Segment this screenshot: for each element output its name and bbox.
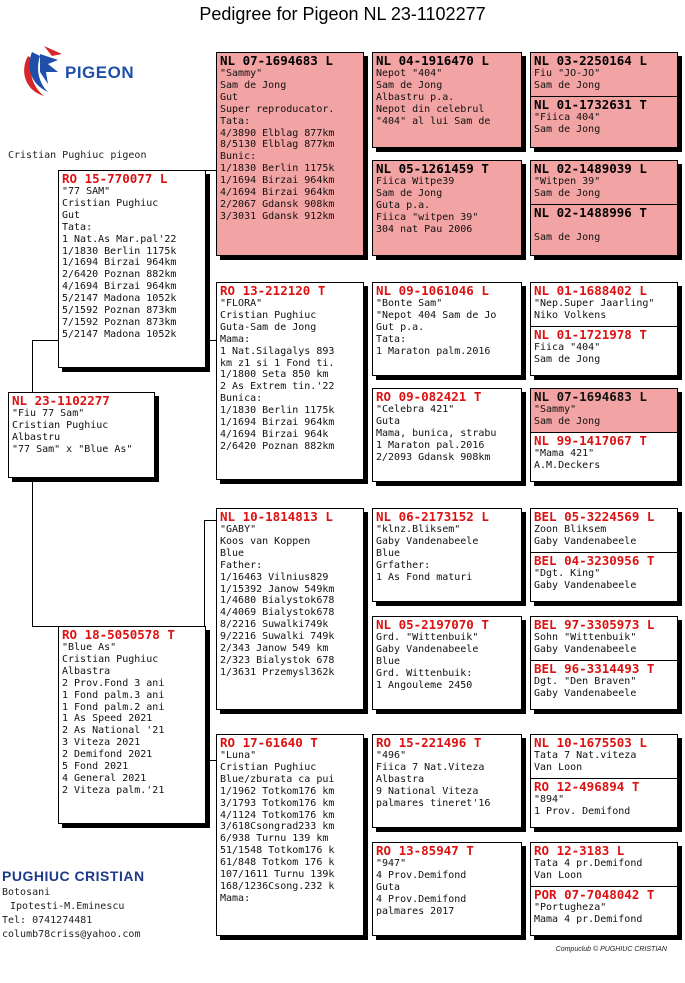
- ring-number: NL 02-1489039 L: [531, 161, 677, 176]
- info-line: Gaby Vandenabeele: [534, 535, 637, 547]
- info-line: Cristian Pughiuc: [220, 309, 317, 321]
- info-line: 2/323 Bialystok 678: [220, 654, 335, 666]
- info-line: "404" al lui Sam de: [376, 115, 491, 127]
- info-line: Dgt. "Den Braven": [534, 675, 637, 687]
- info-line: Mama 4 pr.Demifond: [534, 913, 643, 925]
- info-line: 2/6420 Poznan 882km: [220, 440, 335, 452]
- info-line: 1 Angouleme 2450: [376, 679, 473, 691]
- ring-number: NL 03-2250164 L: [531, 53, 677, 68]
- info-line: Cristian Pughiuc: [12, 419, 109, 431]
- info-line: 4/4069 Bialystok678: [220, 607, 335, 619]
- info-line: Sohn "Wittenbuik": [534, 632, 637, 643]
- ring-number: NL 23-1102277: [12, 393, 110, 408]
- ring-number: NL 01-1721978 T: [534, 326, 647, 342]
- ring-number: RO 13-212120 T: [220, 283, 326, 298]
- ring-number: NL 04-1916470 L: [373, 53, 521, 68]
- info-line: Guta-Sam de Jong: [220, 321, 317, 333]
- info-line: 8/2216 Suwalki749k: [220, 619, 329, 631]
- ring-number: NL 07-1694683 L: [534, 389, 647, 404]
- info-line: 5 Fond 2021: [62, 761, 129, 773]
- info-line: palmares tineret'16: [376, 797, 491, 809]
- info-line: Sam de Jong: [220, 79, 287, 91]
- info-line: 1 Prov. Demifond: [534, 805, 631, 817]
- info-line: 2 As National '21: [62, 725, 165, 737]
- info-line: 4 Prov.Demifond: [376, 893, 467, 905]
- info-line: 1/4680 Bialystok678: [220, 595, 335, 607]
- info-line: 2/2067 Gdansk 908km: [220, 198, 335, 210]
- info-line: Cristian Pughiuc: [62, 653, 159, 665]
- info-line: "894": [534, 793, 565, 805]
- info-line: "Witpen 39": [534, 176, 601, 187]
- info-line: 1/1694 Birzai 964km: [220, 417, 335, 429]
- info-line: Bunica:: [220, 393, 263, 405]
- info-line: Gaby Vandenabeele: [534, 687, 637, 699]
- info-line: 304 nat Pau 2006: [376, 223, 473, 235]
- info-line: 6/938 Turnu 139 km: [220, 833, 329, 845]
- page-title: Pedigree for Pigeon NL 23-1102277: [199, 4, 486, 24]
- info-line: Koos van Koppen: [220, 535, 311, 547]
- pigeon-card-dam-dam[interactable]: [216, 734, 364, 936]
- ring-number: NL 05-2197070 T: [376, 617, 489, 632]
- pigeon-card-subject[interactable]: [8, 392, 155, 478]
- info-line: "77 Sam" x "Blue As": [12, 443, 133, 455]
- info-line: Tata:: [376, 333, 407, 345]
- pigeon-card-gen4-4[interactable]: [530, 388, 678, 482]
- info-line: "Portugheza": [534, 901, 607, 913]
- info-line: 1/1694 Birzai 964km: [62, 257, 177, 269]
- info-line: Nepot "404": [376, 68, 443, 79]
- info-line: 2 As Extrem tin.'22: [220, 381, 335, 393]
- info-line: 1/1830 Berlin 1175k: [62, 245, 177, 257]
- pigeon-card-sire-sire[interactable]: [216, 52, 364, 256]
- info-line: "Fiica 404": [534, 111, 601, 123]
- pigeon-card-dam-sire[interactable]: [216, 508, 364, 710]
- info-line: Sam de Jong: [534, 415, 601, 427]
- ring-number: RO 17-61640 T: [220, 735, 318, 750]
- info-line: Blue/zburata ca pui: [220, 773, 335, 785]
- info-line: 1 Nat.As Mar.pal'22: [62, 233, 177, 245]
- info-line: "947": [376, 858, 407, 869]
- info-line: "Sammy": [534, 404, 577, 415]
- info-line: Sam de Jong: [534, 187, 601, 199]
- breeder-email[interactable]: columb78criss@yahoo.com: [2, 929, 141, 940]
- ring-number: NL 01-1688402 L: [534, 283, 647, 298]
- info-line: 1/15392 Janow 549km: [220, 583, 335, 595]
- ring-number: BEL 05-3224569 L: [534, 509, 655, 524]
- info-line: "Nep.Super Jaarling": [534, 298, 655, 309]
- info-line: 2 Demifond 2021: [62, 749, 153, 761]
- ring-number: NL 05-1261459 T: [373, 161, 521, 176]
- info-line: 3/618Csongrad233 km: [220, 821, 335, 833]
- ring-number: BEL 96-3314493 T: [534, 660, 655, 676]
- info-line: "Fiu 77 Sam": [12, 408, 85, 419]
- info-line: Tata:: [62, 221, 93, 233]
- info-line: "Nepot 404 Sam de Jo: [376, 309, 497, 321]
- info-line: Blue: [376, 547, 401, 559]
- info-line: 1 As Fond maturi: [376, 571, 473, 583]
- info-line: Grfather:: [376, 559, 431, 571]
- pigeon-card-gen4-6[interactable]: [530, 616, 678, 710]
- info-line: km z1 si 1 Fond ti.: [220, 357, 335, 369]
- ring-number: NL 09-1061046 L: [376, 283, 489, 298]
- info-line: 1/3631 Przemysl362k: [220, 666, 335, 678]
- breeder-name: PUGHIUC CRISTIAN: [2, 868, 145, 884]
- info-line: 1/1830 Berlin 1175k: [220, 405, 335, 417]
- info-line: Guta: [376, 415, 401, 427]
- info-line: Super reproducator.: [220, 103, 335, 115]
- connector: [32, 340, 33, 392]
- info-line: palmares 2017: [376, 905, 455, 917]
- connector: [32, 476, 33, 626]
- info-line: Sam de Jong: [534, 353, 601, 365]
- info-line: 2 Viteza palm.'21: [62, 784, 165, 796]
- ring-number: RO 12-496894 T: [534, 778, 640, 794]
- ring-number: BEL 04-3230956 T: [534, 552, 655, 568]
- info-line: 8/5130 Elblag 877km: [220, 139, 335, 151]
- info-line: "496": [376, 750, 407, 761]
- info-line: 1/1962 Totkom176 km: [220, 785, 335, 797]
- info-line: 1 Fond palm.2 ani: [62, 701, 165, 713]
- owner-label: Cristian Pughiuc pigeon: [8, 150, 147, 161]
- info-line: 4/1694 Birzai 964km: [220, 187, 335, 199]
- info-line: 107/1611 Turnu 139k: [220, 869, 335, 881]
- info-line: 3/1793 Totkom176 km: [220, 797, 335, 809]
- info-line: Mama:: [220, 892, 251, 904]
- info-line: Grd. "Wittenbuik": [376, 632, 479, 643]
- ring-number: RO 18-5050578 T: [62, 627, 175, 642]
- info-line: 4/1694 Birzai 964km: [62, 281, 177, 293]
- info-line: Van Loon: [534, 869, 583, 881]
- breeder-city: Botosani: [2, 887, 51, 898]
- ring-number: BEL 97-3305973 L: [534, 617, 655, 632]
- info-line: Gut: [62, 209, 81, 221]
- pigeon-card-sds[interactable]: [372, 282, 522, 376]
- info-line: Fiu "JO-JO": [534, 68, 601, 79]
- connector: [204, 520, 216, 521]
- logo-text: PIGEON: [65, 63, 135, 82]
- info-line: 2 Prov.Fond 3 ani: [62, 677, 165, 689]
- info-line: A.M.Deckers: [534, 459, 601, 471]
- info-line: Sam de Jong: [376, 79, 443, 91]
- info-line: Cristian Pughiuc: [62, 197, 159, 209]
- ring-number: RO 13-85947 T: [376, 843, 474, 858]
- info-line: "Celebra 421": [376, 404, 455, 415]
- info-line: "GABY": [220, 524, 257, 535]
- info-line: Cristian Pughiuc: [220, 761, 317, 773]
- info-line: Bunic:: [220, 151, 257, 163]
- info-line: 1 Maraton palm.2016: [376, 345, 491, 357]
- info-line: 2/343 Janow 549 km: [220, 643, 329, 655]
- info-line: 1 Fond palm.3 ani: [62, 689, 165, 701]
- pigeon-card-dam[interactable]: [58, 626, 206, 824]
- info-line: Mama, bunica, strabu: [376, 427, 497, 439]
- info-line: "FLORA": [220, 298, 263, 309]
- info-line: "77 SAM": [62, 186, 111, 197]
- ring-number: RO 15-221496 T: [376, 735, 482, 750]
- info-line: [531, 220, 677, 232]
- pigeon-card-gen4-1[interactable]: [530, 52, 678, 148]
- info-line: Niko Volkens: [534, 309, 607, 321]
- ring-number: NL 10-1675503 L: [534, 735, 647, 750]
- info-line: Guta p.a.: [376, 199, 431, 211]
- info-line: 1 Maraton pal.2016: [376, 439, 485, 451]
- info-line: Gut p.a.: [376, 321, 425, 333]
- pigeon-card-gen4-2[interactable]: [530, 160, 678, 256]
- pigeon-card-gen4-3[interactable]: [530, 282, 678, 376]
- info-line: "Dgt. King": [534, 567, 601, 579]
- info-line: Fiica Witpe39: [376, 176, 455, 187]
- info-line: 4/1124 Totkom176 km: [220, 809, 335, 821]
- connector: [32, 626, 60, 627]
- info-line: "klnz.Bliksem": [376, 524, 461, 535]
- info-line: "Blue As": [62, 642, 117, 653]
- info-line: Albastra: [62, 665, 111, 677]
- info-line: Gut: [220, 91, 239, 103]
- info-line: Gaby Vandenabeele: [376, 535, 479, 547]
- info-line: Grd. Wittenbuik:: [376, 667, 473, 679]
- info-line: Fiica "witpen 39": [376, 211, 479, 223]
- pigeon-card-ddd[interactable]: [372, 842, 522, 936]
- pigeon-card-sdd[interactable]: [372, 388, 522, 482]
- info-line: Nepot din celebrul: [376, 103, 485, 115]
- info-line: 1/16463 Vilnius829: [220, 571, 329, 583]
- info-line: Sam de Jong: [376, 187, 443, 199]
- pigeon-card-dsd[interactable]: [372, 616, 522, 710]
- info-line: Guta: [376, 881, 401, 893]
- info-line: Tata:: [220, 115, 251, 127]
- ring-number: RO 12-3183 L: [534, 843, 625, 858]
- info-line: Blue: [220, 547, 245, 559]
- info-line: Van Loon: [534, 761, 583, 773]
- pigeon-card-sire[interactable]: [58, 170, 206, 368]
- pigeon-card-ssd[interactable]: [372, 160, 522, 256]
- info-line: 4 General 2021: [62, 772, 147, 784]
- info-line: 4/1694 Birzai 964k: [220, 428, 329, 440]
- ring-number: NL 01-1732631 T: [531, 97, 677, 112]
- info-line: 1/1694 Birzai 964km: [220, 175, 335, 187]
- info-line: Father:: [220, 559, 263, 571]
- info-line: 3/3031 Gdansk 912km: [220, 210, 335, 222]
- ring-number: NL 06-2173152 L: [376, 509, 489, 524]
- info-line: 168/1236Csong.232 k: [220, 880, 335, 892]
- pigeon-card-sire-dam[interactable]: [216, 282, 364, 480]
- info-line: 51/1548 Totkom176 k: [220, 845, 335, 857]
- info-line: 2/2093 Gdansk 908km: [376, 451, 491, 463]
- breeder-contact: [2, 868, 145, 942]
- breeder-phone: Tel: 0741274481: [2, 915, 93, 926]
- info-line: 3 Viteza 2021: [62, 737, 141, 749]
- info-line: Tata 7 Nat.viteza: [534, 750, 637, 761]
- info-line: "Sammy": [220, 68, 263, 79]
- info-line: Albastru p.a.: [376, 91, 455, 103]
- info-line: 1 Nat.Silagalys 893: [220, 345, 335, 357]
- info-line: Sam de Jong: [534, 123, 601, 135]
- info-line: Gaby Vandenabeele: [534, 579, 637, 591]
- info-line: 7/1592 Poznan 873km: [62, 316, 177, 328]
- info-line: Tata 4 pr.Demifond: [534, 858, 643, 869]
- info-line: 4 Prov.Demifond: [376, 869, 467, 881]
- info-line: 4/3890 Elblag 877km: [220, 127, 335, 139]
- info-line: 9/2216 Suwalki 749k: [220, 631, 335, 643]
- ring-number: NL 10-1814813 L: [220, 509, 333, 524]
- ring-number: NL 99-1417067 T: [534, 432, 647, 448]
- breeder-address: Ipotesti-M.Eminescu: [10, 901, 125, 912]
- pigeon-card-dss[interactable]: [372, 508, 522, 602]
- ring-number: POR 07-7048042 T: [534, 886, 655, 902]
- info-line: "Mama 421": [534, 447, 595, 459]
- info-line: "Luna": [220, 750, 257, 761]
- info-line: 5/2147 Madona 1052k: [62, 328, 177, 340]
- info-line: Sam de Jong: [534, 231, 601, 243]
- connector: [32, 340, 60, 341]
- ring-number: RO 15-770077 L: [62, 171, 168, 186]
- info-line: Fiica "404": [534, 341, 601, 353]
- pigeon-card-gen4-5[interactable]: [530, 508, 678, 602]
- pigeon-card-gen4-8[interactable]: [530, 842, 678, 936]
- info-line: Mama:: [220, 333, 251, 345]
- info-line: "Bonte Sam": [376, 298, 443, 309]
- info-line: Fiica 7 Nat.Viteza: [376, 761, 485, 773]
- software-credit: Compuclub © PUGHIUC CRISTIAN: [555, 946, 667, 953]
- info-line: Albastra: [376, 773, 425, 785]
- info-line: 9 National Viteza: [376, 785, 479, 797]
- info-line: Gaby Vandenabeele: [534, 643, 637, 655]
- info-line: 5/1592 Poznan 873km: [62, 305, 177, 317]
- info-line: 61/848 Totkom 176 k: [220, 857, 335, 869]
- info-line: 2/6420 Poznan 882km: [62, 269, 177, 281]
- info-line: 1 As Speed 2021: [62, 713, 153, 725]
- ring-number: RO 09-082421 T: [376, 389, 482, 404]
- info-line: 1/1800 Seta 850 km: [220, 369, 329, 381]
- info-line: Sam de Jong: [534, 79, 601, 91]
- ring-number: NL 07-1694683 L: [217, 53, 363, 68]
- pigeon-card-sss[interactable]: [372, 52, 522, 148]
- ring-number: NL 02-1488996 T: [531, 205, 677, 220]
- info-line: Blue: [376, 655, 401, 667]
- info-line: 1/1830 Berlin 1175k: [220, 163, 335, 175]
- info-line: Zoon Bliksem: [534, 524, 607, 535]
- pigeon-card-dds[interactable]: [372, 734, 522, 828]
- info-line: Albastru: [12, 431, 61, 443]
- pigeon-card-gen4-7[interactable]: [530, 734, 678, 828]
- info-line: 5/2147 Madona 1052k: [62, 293, 177, 305]
- info-line: Gaby Vandenabeele: [376, 643, 479, 655]
